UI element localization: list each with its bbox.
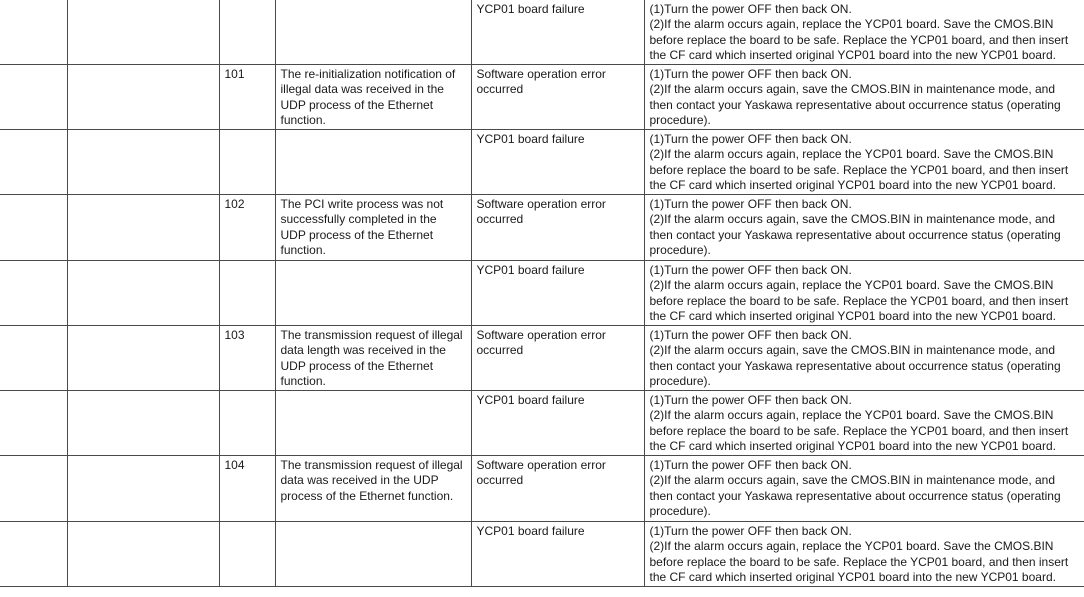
blank-cell <box>0 65 67 130</box>
blank-cell <box>0 195 67 261</box>
remedy-cell: (1)Turn the power OFF then back ON. (2)If the alarm occurs again, save the CMOS.BIN in maintenance mode, and then contact your Yaskawa representative about occurrence status (operating procedure). <box>644 326 1084 391</box>
remedy-cell: (1)Turn the power OFF then back ON. (2)If the alarm occurs again, save the CMOS.BIN in maintenance mode, and then contact your Yaskawa representative about occurrence status (operating procedure). <box>644 65 1084 130</box>
table-row <box>0 522 1084 587</box>
alarm-number-cell: 101 <box>219 65 275 130</box>
description-cell <box>275 522 471 587</box>
table-row <box>0 65 1084 130</box>
remedy-cell: (1)Turn the power OFF then back ON. (2)If the alarm occurs again, replace the YCP01 board. Save the CMOS.BIN before replace the board to be safe. Replace the YCP01 board, and then insert the CF card which inserted original YCP01 board into the new YCP01 board. <box>644 522 1084 587</box>
cause-cell: YCP01 board failure <box>471 0 644 65</box>
blank-cell <box>67 522 219 587</box>
alarm-number-cell <box>219 391 275 456</box>
description-cell <box>275 261 471 326</box>
cause-cell: YCP01 board failure <box>471 261 644 326</box>
description-cell: The transmission request of illegal data was received in the UDP process of the Ethernet function. <box>275 456 471 522</box>
description-cell <box>275 391 471 456</box>
cause-cell: Software operation error occurred <box>471 65 644 130</box>
alarm-number-cell: 103 <box>219 326 275 391</box>
blank-cell <box>67 326 219 391</box>
blank-cell <box>67 65 219 130</box>
remedy-cell: (1)Turn the power OFF then back ON. (2)If the alarm occurs again, save the CMOS.BIN in maintenance mode, and then contact your Yaskawa representative about occurrence status (operating procedure). <box>644 195 1084 261</box>
remedy-cell: (1)Turn the power OFF then back ON. (2)If the alarm occurs again, save the CMOS.BIN in maintenance mode, and then contact your Yaskawa representative about occurrence status (operating procedure). <box>644 456 1084 522</box>
blank-cell <box>67 456 219 522</box>
cause-cell: YCP01 board failure <box>471 522 644 587</box>
alarm-number-cell: 104 <box>219 456 275 522</box>
blank-cell <box>67 0 219 65</box>
table-row <box>0 391 1084 456</box>
table-row <box>0 456 1084 522</box>
blank-cell <box>67 130 219 195</box>
description-cell <box>275 130 471 195</box>
table-row <box>0 326 1084 391</box>
description-cell: The transmission request of illegal data length was received in the UDP process of the Ethernet function. <box>275 326 471 391</box>
blank-cell <box>0 456 67 522</box>
alarm-number-cell: 102 <box>219 195 275 261</box>
blank-cell <box>67 391 219 456</box>
blank-cell <box>0 0 67 65</box>
cause-cell: Software operation error occurred <box>471 456 644 522</box>
remedy-cell: (1)Turn the power OFF then back ON. (2)If the alarm occurs again, replace the YCP01 board. Save the CMOS.BIN before replace the board to be safe. Replace the YCP01 board, and then insert the CF card which inserted original YCP01 board into the new YCP01 board. <box>644 391 1084 456</box>
remedy-cell: (1)Turn the power OFF then back ON. (2)If the alarm occurs again, replace the YCP01 board. Save the CMOS.BIN before replace the board to be safe. Replace the YCP01 board, and then insert the CF card which inserted original YCP01 board into the new YCP01 board. <box>644 130 1084 195</box>
blank-cell <box>0 522 67 587</box>
blank-cell <box>0 391 67 456</box>
cause-cell: Software operation error occurred <box>471 326 644 391</box>
table-row <box>0 195 1084 261</box>
remedy-cell: (1)Turn the power OFF then back ON. (2)If the alarm occurs again, replace the YCP01 board. Save the CMOS.BIN before replace the board to be safe. Replace the YCP01 board, and then insert the CF card which inserted original YCP01 board into the new YCP01 board. <box>644 261 1084 326</box>
remedy-cell: (1)Turn the power OFF then back ON. (2)If the alarm occurs again, replace the YCP01 board. Save the CMOS.BIN before replace the board to be safe. Replace the YCP01 board, and then insert the CF card which inserted original YCP01 board into the new YCP01 board. <box>644 0 1084 65</box>
table-row <box>0 0 1084 65</box>
description-cell: The re-initialization notification of illegal data was received in the UDP process of the Ethernet function. <box>275 65 471 130</box>
alarm-number-cell <box>219 261 275 326</box>
table-row <box>0 261 1084 326</box>
blank-cell <box>0 261 67 326</box>
cause-cell: YCP01 board failure <box>471 130 644 195</box>
alarm-number-cell <box>219 522 275 587</box>
cause-cell: Software operation error occurred <box>471 195 644 261</box>
blank-cell <box>67 261 219 326</box>
cause-cell: YCP01 board failure <box>471 391 644 456</box>
description-cell <box>275 0 471 65</box>
blank-cell <box>67 195 219 261</box>
alarm-number-cell <box>219 130 275 195</box>
alarm-number-cell <box>219 0 275 65</box>
blank-cell <box>0 326 67 391</box>
table-row <box>0 130 1084 195</box>
blank-cell <box>0 130 67 195</box>
description-cell: The PCI write process was not successfully completed in the UDP process of the Ethernet function. <box>275 195 471 261</box>
